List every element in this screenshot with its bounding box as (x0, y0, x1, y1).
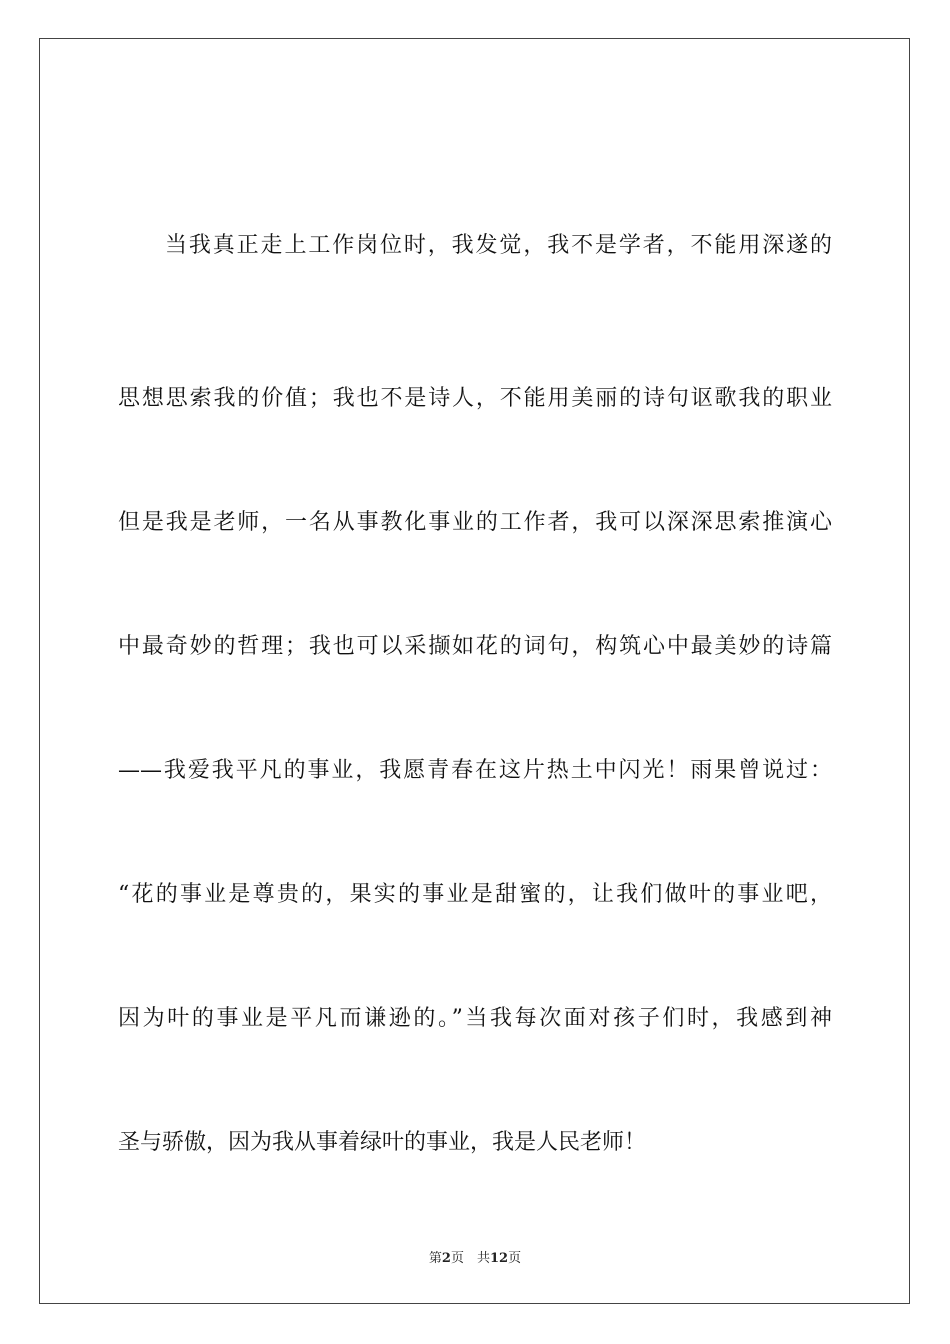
paragraph-line-5: ——我爱我平凡的事业，我愿青春在这片热土中闪光！雨果曾说过： (118, 758, 832, 783)
paragraph-line-2: 思想思索我的价值；我也不是诗人，不能用美丽的诗句讴歌我的职业 (118, 386, 832, 411)
current-page-number: 2 (441, 1251, 451, 1266)
paragraph-line-1: 当我真正走上工作岗位时，我发觉，我不是学者，不能用深遂的 (165, 233, 832, 258)
paragraph-line-6: “花的事业是尊贵的，果实的事业是甜蜜的，让我们做叶的事业吧， (118, 882, 832, 907)
footer-middle: 页 共 (450, 1251, 490, 1266)
footer-prefix: 第 (428, 1251, 442, 1266)
page-border (39, 38, 910, 1304)
paragraph-line-4: 中最奇妙的哲理；我也可以采撷如花的词句，构筑心中最美妙的诗篇 (118, 634, 832, 659)
page-footer (0, 1250, 950, 1268)
total-page-number: 12 (489, 1251, 509, 1266)
footer-suffix: 页 (508, 1251, 522, 1266)
paragraph-line-3: 但是我是老师，一名从事教化事业的工作者，我可以深深思索推演心 (118, 510, 832, 535)
paragraph-line-8: 圣与骄傲，因为我从事着绿叶的事业，我是人民老师！ (118, 1130, 647, 1155)
paragraph-line-7: 因为叶的事业是平凡而谦逊的。”当我每次面对孩子们时，我感到神 (118, 1006, 832, 1031)
